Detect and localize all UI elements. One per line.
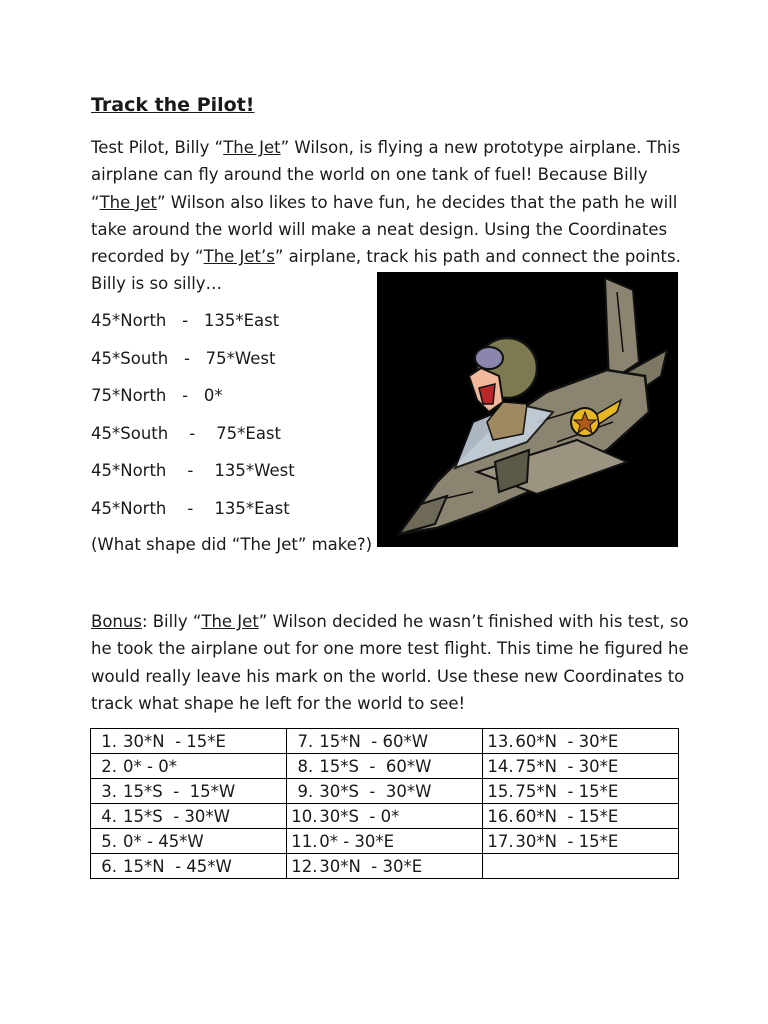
table-cell: 1. 30*N - 15*E — [91, 729, 287, 754]
jet-pilot-illustration — [377, 272, 678, 547]
table-row — [91, 779, 679, 804]
table-cell: 12. 30*N - 30*E — [287, 854, 483, 879]
table-cell: 6. 15*N - 45*W — [91, 854, 287, 879]
table-cell: 15. 75*N - 15*E — [483, 779, 679, 804]
table-cell: 5. 0* - 45*W — [91, 829, 287, 854]
coordinate-item: 45*South - 75*East — [91, 423, 281, 443]
coordinate-item: 45*South - 75*West — [91, 348, 276, 368]
table-cell: 3. 15*S - 15*W — [91, 779, 287, 804]
coordinate-item: 45*North - 135*East — [91, 498, 290, 518]
coordinate-item: 75*North - 0* — [91, 386, 223, 405]
coordinate-item: 45*North - 135*West — [91, 461, 295, 480]
page-title: Track the Pilot! — [91, 94, 255, 116]
shape-question: (What shape did “The Jet” make?) — [91, 535, 373, 554]
table-cell: 16. 60*N - 15*E — [483, 804, 679, 829]
coordinate-list — [91, 308, 381, 533]
table-cell: 17. 30*N - 15*E — [483, 829, 679, 854]
table-row — [91, 854, 679, 879]
bonus-paragraph: Bonus: Billy “The Jet” Wilson decided he wasn’t finished with his test, so he took the airplane out for one more test flight. This time he figured he would really leave his mark on the world. Use these new Coordinates to track what shape he left for the world to see! — [91, 612, 689, 713]
coordinate-item: 45*North - 135*East — [91, 311, 280, 330]
table-cell: 13. 60*N - 30*E — [483, 729, 679, 754]
table-cell: 7. 15*N - 60*W — [287, 729, 483, 754]
table-cell-empty — [483, 854, 679, 879]
table-cell: 4. 15*S - 30*W — [91, 804, 287, 829]
table-row — [91, 829, 679, 854]
table-cell: 8. 15*S - 60*W — [287, 754, 483, 779]
table-cell: 2. 0* - 0* — [91, 754, 287, 779]
table-cell: 11. 0* - 30*E — [287, 829, 483, 854]
table-cell: 9. 30*S - 30*W — [287, 779, 483, 804]
bonus-coordinates-table — [90, 728, 679, 879]
intro-paragraph: Test Pilot, Billy “The Jet” Wilson, is flying a new prototype airplane. This airplane can fly around the world on one tank of fuel! Because Billy “The Jet” Wilson also likes to have fun, he decides that the path he will take around the world will make a neat design. Using the Coordinates recorded by “The Jet’s” airplane, track his path and connect the points. Billy is so silly… — [91, 138, 681, 294]
table-cell: 14. 75*N - 30*E — [483, 754, 679, 779]
cartoon-jet-pilot-icon — [377, 272, 678, 547]
table-row — [91, 729, 679, 754]
table-row — [91, 754, 679, 779]
table-cell: 10. 30*S - 0* — [287, 804, 483, 829]
table-row — [91, 804, 679, 829]
